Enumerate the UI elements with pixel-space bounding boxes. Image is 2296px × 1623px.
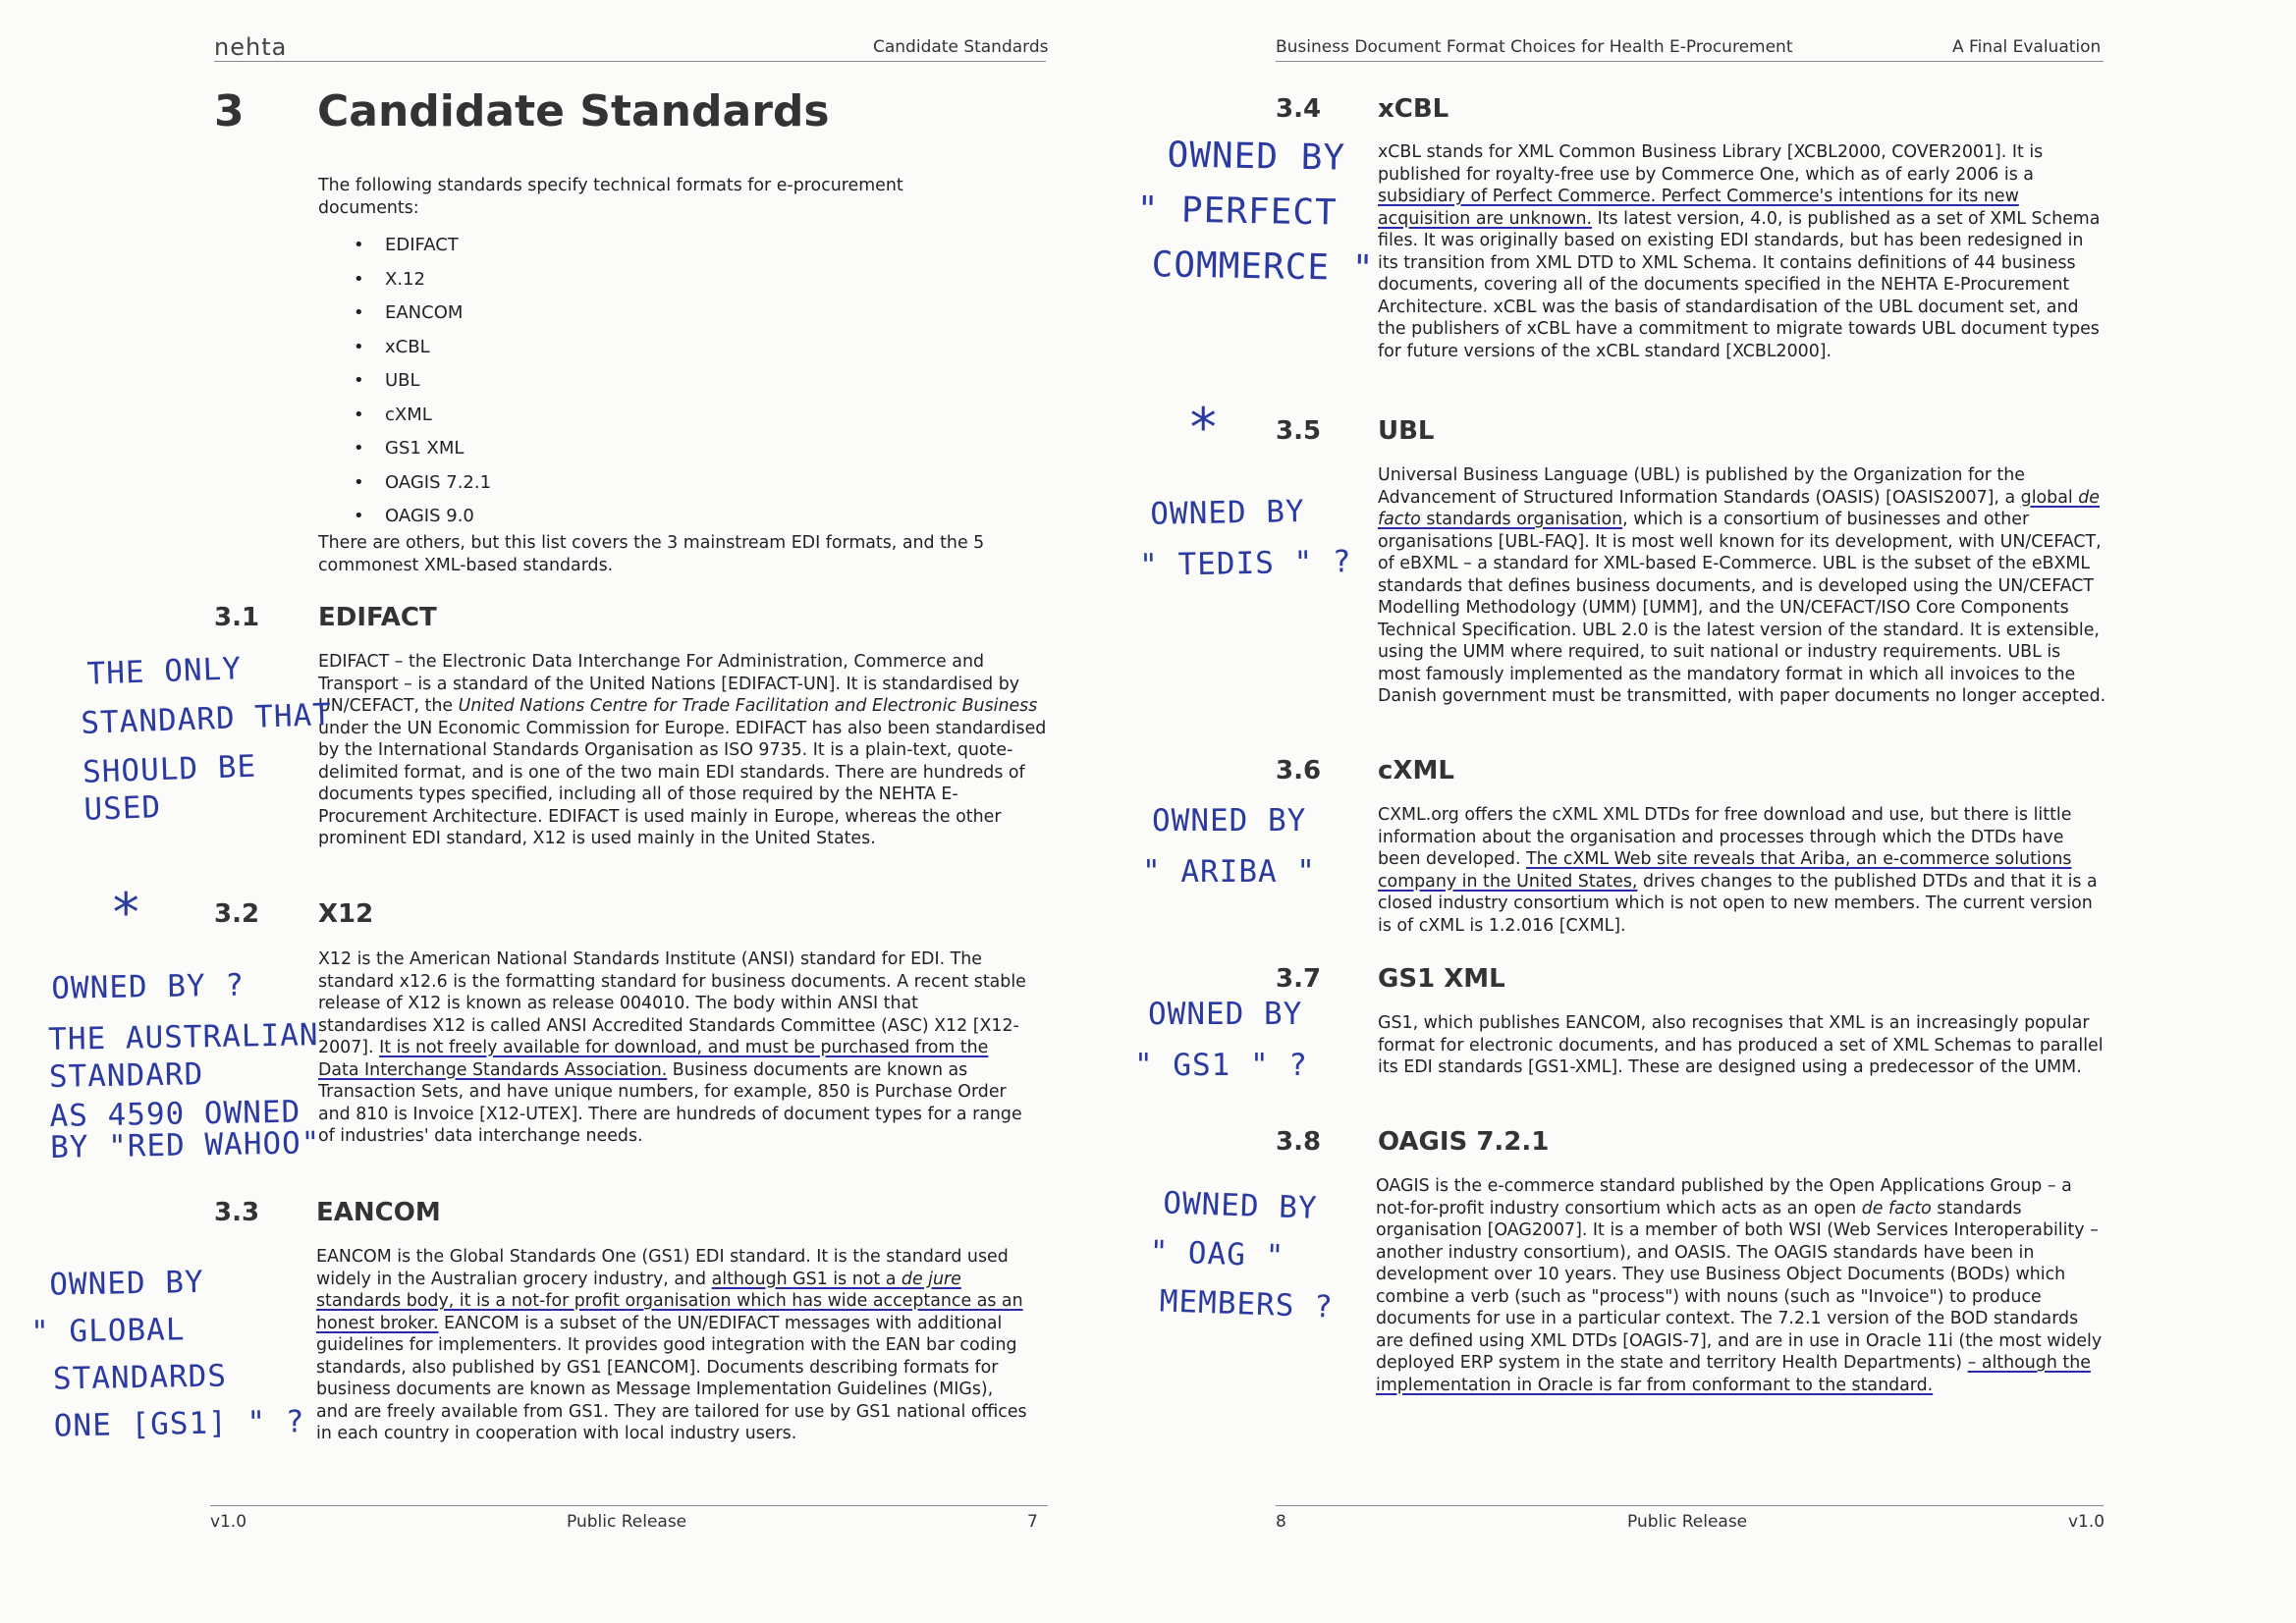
- handwritten-note-oagis: OWNED BY " OAG " MEMBERS ?: [1148, 1185, 1335, 1325]
- header-logo: nehta: [214, 33, 288, 61]
- list-item: • EANCOM: [354, 297, 491, 331]
- handwritten-note-edifact: THE ONLY STANDARD THAT SHOULD BE USED: [80, 651, 333, 828]
- list-item: • OAGIS 9.0: [354, 500, 491, 534]
- header-section-title: Candidate Standards: [873, 37, 1049, 57]
- section-number: 3.1: [214, 603, 260, 632]
- section-title: OAGIS 7.2.1: [1378, 1127, 1550, 1157]
- footer-rule: [1276, 1505, 2104, 1506]
- list-item: • xCBL: [354, 331, 491, 365]
- x12-paragraph: X12 is the American National Standards Institute (ANSI) standard for EDI. The standard x12.6 is the formatting standard for business documents. A recent stable release of X12 is known as release 004010. The body within ANSI that standardises X12 is called ANSI Accredited Standards Committee (ASC) X12 [X12-2007]. It is not freely available for download, and must be purchased from the Data Interchange Standards Association. Business documents are known as Transaction Sets, and have unique numbers, for example, 850 is Purchase Order and 810 is Invoice [X12-UTEX]. There are hundreds of document types for a range of industries' data interchange needs.: [318, 949, 1026, 1146]
- chapter-number: 3: [214, 86, 245, 136]
- section-number: 3.5: [1276, 416, 1322, 446]
- list-item: • X.12: [354, 263, 491, 298]
- handwritten-note-ubl: OWNED BY " TEDIS " ?: [1138, 494, 1352, 583]
- list-item: • cXML: [354, 399, 491, 433]
- section-title: UBL: [1378, 416, 1435, 446]
- footer-release: Public Release: [1627, 1512, 1748, 1532]
- ubl-paragraph: Universal Business Language (UBL) is published by the Organization for the Advancement of Structured Information Standards (OASIS) [OASIS2007], a global de facto standards organisation, which is a consortium of businesses and other organisations [UBL-FAQ]. It is most well known for its development, with UN/CEFACT, of eBXML – a standard for XML-based E-Commerce. UBL is the subset of the eBXML standards that defines business documents, and is developed using the UN/CEFACT Modelling Methodology (UMM) [UMM], and the UN/CEFACT/ISO Core Components Technical Specification. UBL 2.0 is the latest version of the standard. It is extensible, using the UMM where required, to suit national or industry requirements. UBL is most famously implemented as the mandatory format in which all invoices to the Danish government must be transmitted, with paper documents no longer accepted.: [1378, 465, 2106, 706]
- list-note-paragraph: There are others, but this list covers the 3 mainstream EDI formats, and the 5 commonest XML-based standards.: [318, 533, 985, 575]
- handwritten-note-gs1xml: OWNED BY " GS1 " ?: [1134, 997, 1308, 1083]
- section-title: X12: [318, 899, 374, 929]
- standards-list: [354, 229, 491, 534]
- footer-page-number: 8: [1276, 1512, 1286, 1532]
- section-title: GS1 XML: [1378, 964, 1505, 994]
- footer-version: v1.0: [210, 1512, 247, 1532]
- section-title: cXML: [1378, 756, 1454, 785]
- section-title: xCBL: [1378, 94, 1449, 124]
- header-rule: [214, 61, 1046, 62]
- section-title: EANCOM: [316, 1198, 441, 1227]
- footer-release: Public Release: [567, 1512, 687, 1532]
- header-document-title: Business Document Format Choices for Health E-Procurement: [1276, 37, 1793, 57]
- section-number: 3.2: [214, 899, 260, 929]
- handwritten-note-xcbl: OWNED BY " PERFECT COMMERCE ": [1136, 135, 1375, 290]
- chapter-title: Candidate Standards: [317, 86, 830, 136]
- oagis-paragraph: OAGIS is the e-commerce standard published by the Open Applications Group – a not-for-profit industry consortium which acts as an open de facto standards organisation [OAG2007]. It is a member of both WSI (Web Services Interoperability – another industry consortium), and OASIS. The OAGIS standards have been in development over 10 years. They use Business Object Documents (BODs) which combine a verb (such as "process") with nouns (such as "Invoice") to produce documents for use in a particular context. The 7.2.1 version of the BOD standards are defined using XML DTDs [OAGIS-7], and are in use in Oracle 11i (the most widely deployed ERP system in the state and territory Health Departments) – although the implementation in Oracle is far from conformant to the standard.: [1376, 1176, 2103, 1395]
- handwritten-note-eancom: OWNED BY " GLOBAL STANDARDS ONE [GS1] " ?: [29, 1264, 305, 1444]
- list-item: • OAGIS 7.2.1: [354, 466, 491, 501]
- handwritten-note-cxml: OWNED BY " ARIBA ": [1142, 803, 1316, 890]
- eancom-paragraph: EANCOM is the Global Standards One (GS1) EDI standard. It is the standard used widely in the Australian grocery industry, and although GS1 is not a de jure standards body, it is a not-for profit organisation which has wide acceptance as an honest broker. EANCOM is a subset of the UN/EDIFACT messages with additional guidelines for implementers. It provides good integration with the EAN bar coding standards, also published by GS1 [EANCOM]. Documents describing formats for business documents are known as Message Implementation Guidelines (MIGs), and are freely available from GS1. They are tailored for use by GS1 national offices in each country in cooperation with local industry users.: [316, 1247, 1027, 1443]
- header-rule: [1276, 61, 2104, 62]
- star-mark-icon: *: [1187, 397, 1221, 459]
- intro-paragraph: The following standards specify technical formats for e-procurement documents:: [318, 176, 903, 218]
- section-number: 3.8: [1276, 1127, 1322, 1157]
- cxml-paragraph: CXML.org offers the cXML XML DTDs for free download and use, but there is little information about the organisation and processes through which the DTDs have been developed. The cXML Web site reveals that Ariba, an e-commerce solutions company in the United States, drives changes to the published DTDs and that it is a closed industry consortium which is not open to new members. The current version is of cXML is 1.2.016 [CXML].: [1378, 805, 2098, 936]
- footer-rule: [210, 1505, 1048, 1506]
- list-item: • UBL: [354, 364, 491, 399]
- section-number: 3.6: [1276, 756, 1322, 785]
- xcbl-paragraph: xCBL stands for XML Common Business Library [XCBL2000, COVER2001]. It is published for royalty-free use by Commerce One, which as of early 2006 is a subsidiary of Perfect Commerce. Perfect Commerce's intentions for its new acquisition are unknown. Its latest version, 4.0, is published as a set of XML Schema files. It was originally based on existing EDI standards, but has been redesigned in its transition from XML DTD to XML Schema. It contains definitions of 44 business documents, covering all of the documents specified in the NEHTA E-Procurement Architecture. xCBL was the basis of standardisation of the UBL document set, and the publishers of xCBL have a commitment to migrate towards UBL document types for future versions of the xCBL standard [XCBL2000].: [1378, 142, 2101, 361]
- footer-page-number: 7: [1027, 1512, 1038, 1532]
- list-item: • GS1 XML: [354, 432, 491, 466]
- section-title: EDIFACT: [318, 603, 437, 632]
- section-number: 3.3: [214, 1198, 260, 1227]
- footer-version: v1.0: [2068, 1512, 2105, 1532]
- header-document-type: A Final Evaluation: [1952, 37, 2102, 57]
- right-page: [1134, 0, 2296, 1623]
- section-number: 3.4: [1276, 94, 1322, 124]
- gs1xml-paragraph: GS1, which publishes EANCOM, also recognises that XML is an increasingly popular format for electronic documents, and has produced a set of XML Schemas to parallel its EDI standards [GS1-XML]. These are designed using a predecessor of the UMM.: [1378, 1013, 2104, 1077]
- handwritten-note-x12: OWNED BY ? THE AUSTRALIAN STANDARD AS 4590 OWNED BY "RED WAHOO": [47, 967, 321, 1165]
- edifact-paragraph: EDIFACT – the Electronic Data Interchange For Administration, Commerce and Transport – is a standard of the United Nations [EDIFACT-UN]. It is standardised by UN/CEFACT, the United Nations Centre for Trade Facilitation and Electronic Business under the UN Economic Commission for Europe. EDIFACT has also been standardised by the International Standards Organisation as ISO 9735. It is a plain-text, quote-delimited format, and is one of the two main EDI standards. There are hundreds of documents types specified, including all of those required by the NEHTA E-Procurement Architecture. EDIFACT is used mainly in Europe, whereas the other prominent EDI standard, X12 is used mainly in the United States.: [318, 652, 1047, 848]
- section-number: 3.7: [1276, 964, 1322, 994]
- star-mark-icon: *: [110, 882, 143, 944]
- list-item: • EDIFACT: [354, 229, 491, 263]
